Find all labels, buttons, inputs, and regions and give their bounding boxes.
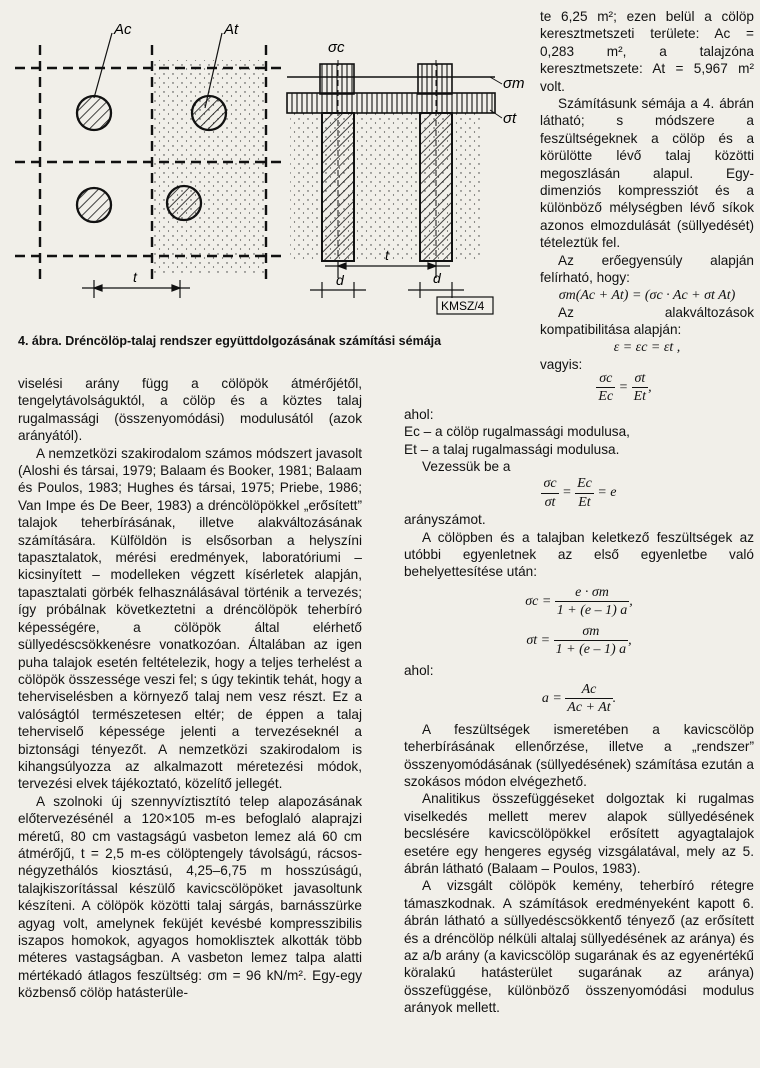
plan-view <box>15 21 282 298</box>
paragraph-results: A vizsgált cölöpök kemény, teherbíró rétegre támaszkodnak. A számítások eredményeként kapott 6. ábrán látható a süllyedéscsökkentő tényező (az erősített és a dréncölöp nélküli altalaj süllyedésének az aránya) és az a/b arány (a kavicscölöp sugarának és az egyenértékű köralakú hatásterület sugarának az aránya) összefüggése, különböző összenyomódási modulus arányok mellett. <box>404 878 754 1016</box>
equation-strain: ε = εc = εt , <box>613 339 681 355</box>
pile-head <box>320 64 354 94</box>
pile-head <box>418 64 452 94</box>
paragraph-equilibrium: Az erőegyensúly alapján felírható, hogy: <box>540 252 754 286</box>
text-ahol-2: ahol: <box>404 662 434 678</box>
paragraph-analytical: Analitikus összefüggéseket dolgoztak ki rugalmas viselkedés mellett merev alapok süllyedésének becslésére kavicscölöpökkel erősített agyagtalajok esetére egy hengeres egység vizsgálatával, mely az 5. ábrán látható (Balaam – Poulos, 1983). <box>404 791 754 876</box>
label-d-left: d <box>336 272 344 288</box>
paragraph-load-ratio: viselési arány függ a cölöpök átmérőjétől, tengelytávolságuktól, a cölöp és a köztes talaj rugalmassági (összenyomódási) modulusától (azok arányától). <box>18 376 362 444</box>
text-aranyszamot: arányszámot. <box>404 512 486 528</box>
label-at: At <box>224 21 239 38</box>
equation-ratio: $\frac{\sigma c}{\sigma t}$ = $\frac{Ec}{Et}$ = e <box>543 476 617 510</box>
equation-hooke: $\frac{\sigma c}{Ec}$ = $\frac{\sigma t}{Et}$ , <box>598 371 652 405</box>
text-ahol-1: ahol: <box>404 406 434 422</box>
equation-a: a = $\frac{Ac}{Ac + At}$ . <box>541 681 617 716</box>
right-top-column <box>540 8 754 374</box>
paragraph-szolnok: A szolnoki új szennyvíztisztító telep alapozásának előtervezésénél a 120×105 m-es befoglaló alaprajzi méretű, 80 cm vastagságú vasbeton lemez alá 60 cm átmérőjű, t = 2,5 m-es cölöptengely távolságú, rácsos-négyzethálós kiosztású, 4,25–6,75 m hosszúságú, talajkiszorítással készülő kavicscölöpöket javasoltunk készíteni. A cölöpök közötti talaj sárgás, barnásszürke agyag volt, amelynek feküjét kevésbé kompresszibilis iszapos homokok, agyagos homoklisztek alkották több méteres vastagságban. A vasbeton lemez talpa alatti mértékadó átlagos feszültség: σm = 96 kN/m². Egy-egy közbenső cölöp hatásterüle- <box>18 793 362 1001</box>
label-sigma-t: σt <box>503 110 517 127</box>
equation-sigma-t: σt = $\frac{\sigma m}{1 + (e - 1) a}$ , <box>526 623 632 658</box>
paragraph-verification: A feszültségek ismeretében a kavicscölöp teherbírásának ellenőrzése, illetve a „rendszer” összenyomódásának (süllyedésének) számítása ezután a szokásos módon elvégezhető. <box>404 721 754 789</box>
equation-sigma-c: σc = $\frac{e \cdot \sigma m}{1 + (e - 1) a}$ , <box>525 584 633 619</box>
equation-equilibrium: σm(Ac + At) = (σc · Ac + σt At) <box>558 287 736 303</box>
definition-ec: Ec – a cölöp rugalmassági modulusa, <box>404 424 630 440</box>
label-sigma-m: σm <box>503 75 525 92</box>
section-view <box>287 39 525 314</box>
text-vezessuk: Vezessük be a <box>422 459 511 475</box>
paragraph-literature: A nemzetközi szakirodalom számos módszert javasolt (Aloshi és társai, 1979; Balaam és Booker, 1981; Balaam és Poulos, 1983; Hughes és társai, 1975; Priebe, 1986; Van Impe és De Beer, 1983) a dréncölöpökkel „erősített” talajok teherbírásának, illetve alakváltozásának számítására. Külföldön is elsősorban a helyszíni tapasztalatok, mérési eredmények, laboratóriumi – kicsinyített – modelleken végzett kísérletek alapján, tapasztalati görbék felhasználásával történik a tervezés; így próbálnak következtetni a dréncölöpök teherbíró képességére, a cölöpök által elérhető süllyedéscsökkenésre vonatkozóan. Általában az igen puha talajok esetén feltételezik, hogy a teljes terhelést a cölöpök összessége veszi fel; s úgy tekintik tehát, hogy a teherviselésben a környező talaj nem vesz részt. Ez a valóságtól természetesen eltér; de éppen a talaj teherviselő képessége jelenti a tervezéseknél a biztonsági tényezőt. A nemzetközi szakirodalom is kihangsúlyozza az alkalmazott méretezési módok, tervezési elvek tájékoztató, közelítő jellegét. <box>18 445 362 792</box>
label-sigma-c: σc <box>328 39 345 56</box>
paragraph-compatibility: Az alakváltozások kompatibilitása alapján: <box>540 304 754 338</box>
text-vagyis: vagyis: <box>540 357 583 373</box>
pile-circle <box>77 96 111 130</box>
figure-4 <box>0 0 540 330</box>
figure-caption: 4. ábra. Dréncölöp-talaj rendszer együttdolgozásának számítási sémája <box>18 334 442 348</box>
paragraph-scheme: Számításunk sémája a 4. ábrán látható; s módszere a feszültségeknek a cölöp és a körülötte lévő talaj közötti megoszlásán alapul. Egy-dimenziós kompressziót és a különböző mélységben lévő síkok azonos elmozdulását (süllyedését) tételeztük fel. <box>540 96 754 251</box>
paragraph-stresses: A cölöpben és a talajban keletkező feszültségek az utóbbi egyenletnek az első egyenletbe való behelyettesítése után: <box>404 529 754 580</box>
stamp-text: KMSZ/4 <box>441 299 485 313</box>
left-column <box>18 375 362 1002</box>
pile-circle <box>77 188 111 222</box>
label-t-right: t <box>385 247 389 263</box>
label-t-left: t <box>133 269 137 285</box>
definition-et: Et – a talaj rugalmassági modulusa. <box>404 441 620 457</box>
paragraph-area: te 6,25 m²; ezen belül a cölöp keresztmetszeti területe: Ac = 0,283 m², a talajzóna keresztmetszete: At = 5,967 m² volt. <box>540 9 754 94</box>
right-column <box>404 370 754 1017</box>
slab <box>287 93 495 113</box>
pile-circle <box>192 96 226 130</box>
pile-circle <box>167 186 201 220</box>
label-ac: Ac <box>114 21 132 38</box>
label-d-right: d <box>433 270 441 286</box>
